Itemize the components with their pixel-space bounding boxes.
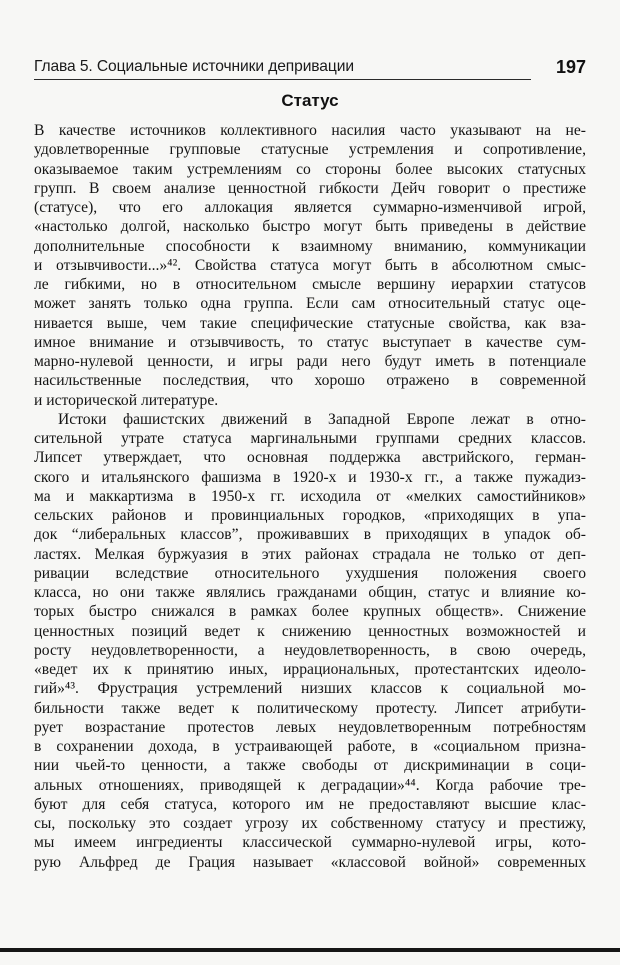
text-line: В качестве источников коллективного насилия часто указывают на не- [34,122,586,139]
text-line: торых быстро снижался в рамках более крупных обществ». Снижение [34,603,586,621]
text-line: буют для себя статуса, которого им не предоставляют высшие клас- [34,795,586,813]
text-line: ластях. Мелкая буржуазия в этих районах страдала не только от деп- [34,545,586,563]
body-text [34,121,586,872]
chapter-title: Глава 5. Социальные источники депривации [34,58,354,75]
text-line: ле гибкими, но в относительном смысле вершину иерархии статусов [34,276,586,293]
text-line: ма и маккартизма в 1950-х гг. исходила от «мелких самостийников» [34,487,586,505]
text-line: класса, но они также являлись гражданами общин, статус и влияние ко- [34,584,586,601]
header-rule [34,79,531,80]
text-line: сельских районов и провинциальных городков, «приходящих в упа- [34,507,586,524]
text-line: групп. В своем анализе ценностной гибкости Дейч говорит о престиже [34,179,586,197]
text-line: нии чьей-то ценности, а также свободы от дискриминации в соци- [34,757,586,775]
section-title: Статус [281,91,339,110]
text-line: «настолько долгой, насколько быстро могут быть приведены в действие [34,218,586,236]
text-line: и исторической литературе. [34,391,219,409]
text-line: док “либеральных классов”, проживавших в приходящих в упадок об- [34,526,586,544]
text-line: имное внимание и отзывчивость, то статус выступает в качестве сум- [34,333,586,351]
text-line: может занять только одна группа. Если сам относительный статус оце- [34,295,586,313]
text-line: (статусе), что его аллокация является суммарно-изменчивой игрой, [34,199,586,216]
text-line: бильности также ведет к политическому протесту. Липсет атрибути- [34,699,586,717]
text-line: сы, поскольку это создает угрозу их собственному статусу и престижу, [34,815,586,832]
bottom-rule [0,948,620,952]
text-line: насильственные последствия, что хорошо отражено в современной [34,372,586,390]
text-line: альных отношениях, приводящей к деградации»⁴⁴. Когда рабочие тре- [34,776,586,794]
text-line: мы имеем ингредиенты классической суммарно-нулевой игры, кото- [34,834,586,852]
text-line: марно-нулевой ценности, и игры ради него будут иметь в потенциале [34,353,586,370]
text-line: «ведет их к принятию иных, иррациональных, протестантских идеоло- [34,661,586,678]
text-line: рует возрастание протестов левых неудовлетворенным потребностям [34,718,586,736]
text-line: нивается выше, чем такие специфические статусные свойства, как вза- [34,314,586,332]
text-line: дополнительные способности к взаимному вниманию, коммуникации [34,237,586,255]
text-line: в сохранении дохода, в устраивающей работе, в «социальном призна- [34,738,586,755]
text-line: росту неудовлетворенности, а неудовлетворенность, в свою очередь, [34,641,586,659]
text-line: оказываемое таким устремлениям со стороны более высоких статусных [34,160,586,178]
page-number: 197 [555,57,586,77]
running-header [34,58,586,82]
text-line: и отзывчивости...»⁴². Свойства статуса могут быть в абсолютном смыс- [34,256,586,274]
text-line: ского и итальянского фашизма в 1920-х и 1930-х гг., а также пужадиз- [34,468,586,486]
text-line: удовлетворенные групповые статусные устремления и сопротивление, [34,141,586,159]
text-line: рую Альфред де Грация называет «классовой войной» современных [34,853,586,871]
text-line: ценностных позиций ведет к снижению ценностных возможностей и [34,622,586,640]
text-line: сительной утрате статуса маргинальными группами средних классов. [34,430,586,447]
text-line: Истоки фашистских движений в Западной Европе лежат в отно- [58,410,586,428]
text-line: гий»⁴³. Фрустрация устремлений низших классов к социальной мо- [34,680,586,698]
text-line: ривации вследствие относительного ухудшения положения своего [34,564,586,582]
text-line: Липсет утверждает, что основная поддержка австрийского, герман- [34,449,586,467]
